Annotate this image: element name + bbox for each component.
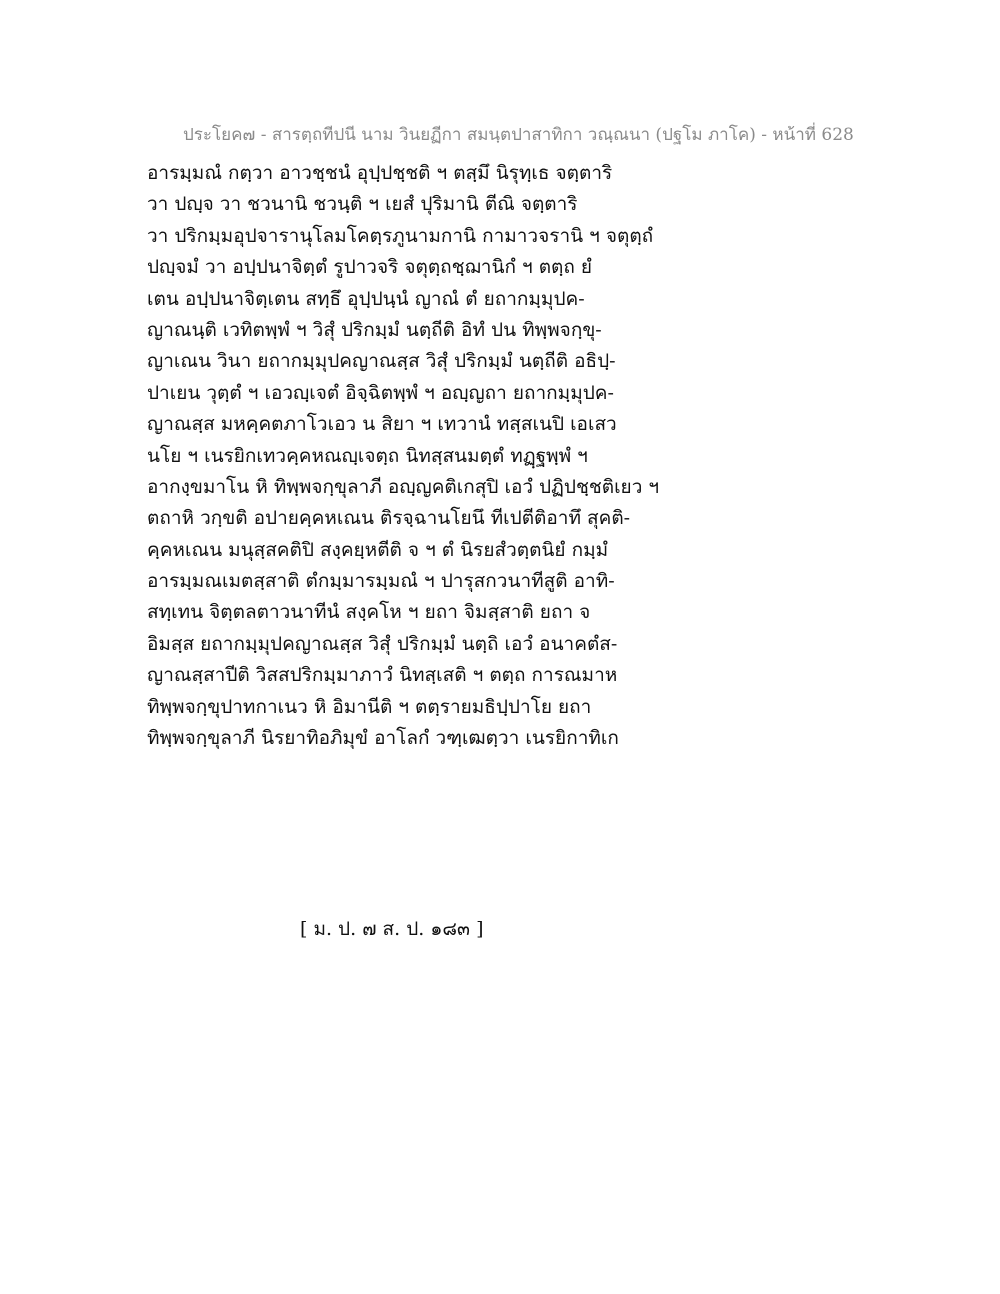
body-text: [147, 158, 707, 754]
text-line: วา ปญฺจ วา ชวนานิ ชวนฺติ ฯ เยสํ ปุริมานิ ตีณิ จตฺตาริ: [147, 193, 578, 216]
text-line: ญาเณน วินา ยถากมฺมุปคญาณสฺส วิสุํ ปริกมฺมํ นตฺถีติ อธิปฺ-: [147, 350, 616, 373]
text-line: คฺคหเณน มนุสฺสคติปิ สงฺคยฺหตีติ จ ฯ ตํ นิรยสํวตฺตนิยํ กมฺมํ: [147, 538, 609, 561]
text-line: อากงฺขมาโน หิ ทิพฺพจกฺขุลาภี อญฺญคติเกสุปิ เอวํ ปฏิปชฺชติเยว ฯ: [147, 475, 660, 498]
text-line: ญาณนฺติ เวทิตพฺพํ ฯ วิสุํ ปริกมฺมํ นตฺถีติ อิทํ ปน ทิพฺพจกฺขุ-: [147, 318, 602, 341]
text-line: สทฺเทน จิตฺตลตาวนาทีนํ สงฺคโห ฯ ยถา จิมสฺสาติ ยถา จ: [147, 601, 591, 624]
text-line: ญาณสฺสาปีติ วิสสปริกมฺมาภาวํ นิทสฺเสติ ฯ ตตฺถ การณมาห: [147, 664, 618, 687]
text-line: ตถาหิ วกฺขติ อปายคฺคหเณน ติรจฺฉานโยนึ ทีเปตีติอาทึ สุคติ-: [147, 507, 631, 530]
text-line: นโย ฯ เนรยิกเทวคฺคหณญฺเจตฺถ นิทสฺสนมตฺตํ ทฏฺฐพฺพํ ฯ: [147, 444, 588, 467]
text-line: ปาเยน วุตฺตํ ฯ เอวญฺเจตํ อิจฺฉิตพฺพํ ฯ อญฺญถา ยถากมฺมุปค-: [147, 381, 614, 404]
text-line: อารมฺมณเมตสฺสาติ ตํกมฺมารมฺมณํ ฯ ปารุสกวนาทีสูติ อาทิ-: [147, 570, 615, 593]
text-line: ญาณสฺส มหคฺคตภาโวเอว น สิยา ฯ เทวานํ ทสฺสเนปิ เอเสว: [147, 413, 617, 436]
text-line: เตน อปฺปนาจิตฺเตน สทฺธึ อุปฺปนฺนํ ญาณํ ตํ ยถากมฺมุปค-: [147, 287, 585, 310]
page-header: ประโยค๗ - สารตฺถทีปนี นาม วินยฏีกา สมนฺตปาสาทิกา วณฺณนา (ปฐโม ภาโค) - หน้าที่ 628: [183, 125, 854, 145]
text-line: ปญฺจมํ วา อปฺปนาจิตฺตํ รูปาวจริ จตุตฺถชฺฌานิกํ ฯ ตตฺถ ยํ: [147, 256, 593, 279]
text-line: อารมฺมณํ กตฺวา อาวชฺชนํ อุปฺปชฺชติ ฯ ตสฺมึ นิรุทฺเธ จตฺตาริ: [147, 162, 613, 184]
text-line: ทิพฺพจกฺขุปาทกาเนว หิ อิมานีติ ฯ ตตฺรายมธิปฺปาโย ยถา: [147, 695, 592, 718]
text-line: ทิพฺพจกฺขุลาภี นิรยาทิอภิมุขํ อาโลกํ วฑฺเฒตฺวา เนรยิกาทิเก: [147, 727, 619, 750]
text-line: อิมสฺส ยถากมฺมุปคญาณสฺส วิสุํ ปริกมฺมํ นตฺถิ เอวํ อนาคตํส-: [147, 632, 618, 655]
text-line: วา ปริกมฺมอุปจารานุโลมโคตฺรภูนามกานิ กามาวจรานิ ฯ จตุตฺถํ: [147, 224, 654, 247]
page-reference-footnote: [ ม. ป. ๗ ส. ป. ๑๘๓ ]: [300, 918, 484, 940]
